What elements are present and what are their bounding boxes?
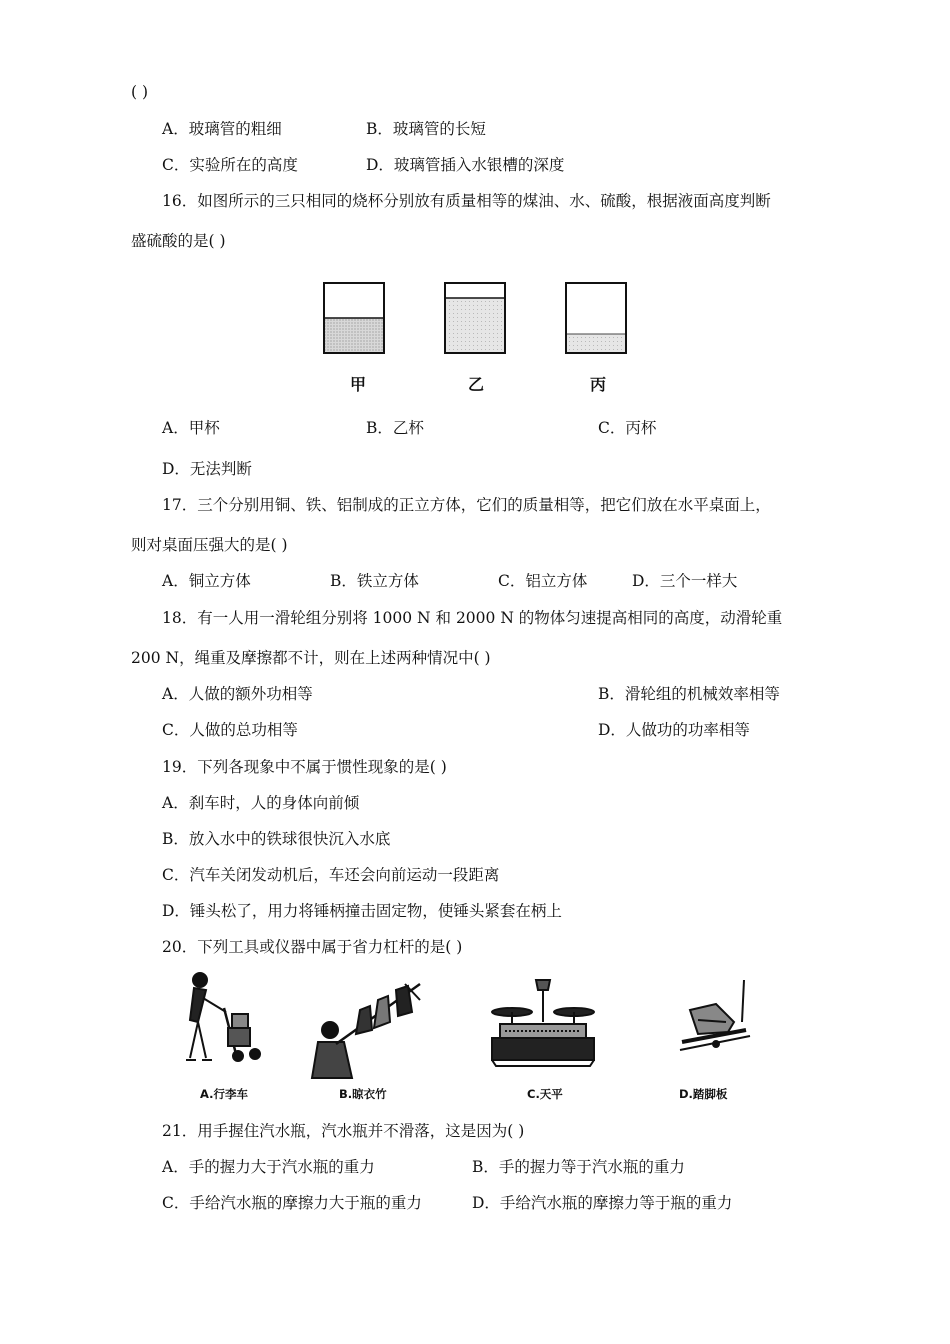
q21-stem: 21．用手握住汽水瓶，汽水瓶并不滑落，这是因为( ) (162, 1122, 525, 1140)
q21-option-d: D．手给汽水瓶的摩擦力等于瓶的重力 (472, 1194, 733, 1212)
q19-option-c: C．汽车关闭发动机后，车还会向前运动一段距离 (162, 866, 500, 884)
q18-option-d: D．人做功的功率相等 (598, 721, 750, 739)
q17-option-d: D．三个一样大 (632, 572, 738, 590)
q15-option-d: D．玻璃管插入水银槽的深度 (366, 156, 565, 174)
q18-option-b: B．滑轮组的机械效率相等 (598, 685, 780, 703)
q16-stem-line2: 盛硫酸的是( ) (131, 232, 226, 250)
beaker-label-jia: 甲 (350, 375, 367, 394)
q15-option-b: B．玻璃管的长短 (366, 120, 486, 138)
q19-option-a: A．刹车时，人的身体向前倾 (162, 794, 360, 812)
q17-option-a: A．铜立方体 (162, 572, 251, 590)
q16-stem-line1: 16．如图所示的三只相同的烧杯分别放有质量相等的煤油、水、硫酸，根据液面高度判断 (162, 192, 771, 210)
q15-option-c: C．实验所在的高度 (162, 156, 298, 174)
q17-stem-line1: 17．三个分别用铜、铁、铝制成的正立方体，它们的质量相等，把它们放在水平桌面上， (162, 496, 771, 514)
q16-option-b: B．乙杯 (366, 419, 424, 437)
q21-option-b: B．手的握力等于汽水瓶的重力 (472, 1158, 685, 1176)
q17-option-c: C．铝立方体 (498, 572, 588, 590)
laundry-pole-icon (312, 984, 420, 1078)
beaker-bing (566, 283, 626, 353)
q18-stem-line1: 18．有一人用一滑轮组分别将 1000 N 和 2000 N 的物体匀速提高相同的高度，动滑轮重 (162, 609, 783, 627)
q17-option-b: B．铁立方体 (330, 572, 419, 590)
q19-option-b: B．放入水中的铁球很快沉入水底 (162, 830, 391, 848)
q18-option-a: A．人做的额外功相等 (162, 685, 313, 703)
q16-option-c: C．丙杯 (598, 419, 657, 437)
q15-stem-tail: ( ) (131, 83, 149, 101)
q16-option-a: A．甲杯 (162, 419, 220, 437)
beaker-label-yi: 乙 (468, 375, 485, 394)
levers-figure (0, 970, 950, 1080)
q18-option-c: C．人做的总功相等 (162, 721, 298, 739)
q18-stem-line2: 200 N，绳重及摩擦都不计，则在上述两种情况中( ) (131, 649, 491, 667)
q15-option-a: A．玻璃管的粗细 (162, 120, 282, 138)
beaker-yi (445, 283, 505, 353)
q21-option-c: C．手给汽水瓶的摩擦力大于瓶的重力 (162, 1194, 422, 1212)
luggage-cart-icon (186, 973, 260, 1061)
q19-stem: 19．下列各现象中不属于惯性现象的是( ) (162, 758, 447, 776)
beaker-label-bing: 丙 (590, 375, 607, 394)
q19-option-d: D．锤头松了，用力将锤柄撞击固定物，使锤头紧套在柄上 (162, 902, 562, 920)
q17-stem-line2: 则对桌面压强大的是( ) (131, 536, 288, 554)
q16-option-d: D．无法判断 (162, 460, 252, 478)
q20-stem: 20．下列工具或仪器中属于省力杠杆的是( ) (162, 938, 463, 956)
caption-d: D.踏脚板 (679, 1087, 728, 1101)
caption-b: B.晾衣竹 (339, 1087, 387, 1101)
balance-scale-icon (492, 980, 594, 1066)
foot-pedal-icon (680, 980, 750, 1050)
caption-c: C.天平 (527, 1087, 563, 1101)
caption-a: A.行李车 (200, 1087, 248, 1101)
q21-option-a: A．手的握力大于汽水瓶的重力 (162, 1158, 375, 1176)
beaker-jia (324, 283, 384, 353)
